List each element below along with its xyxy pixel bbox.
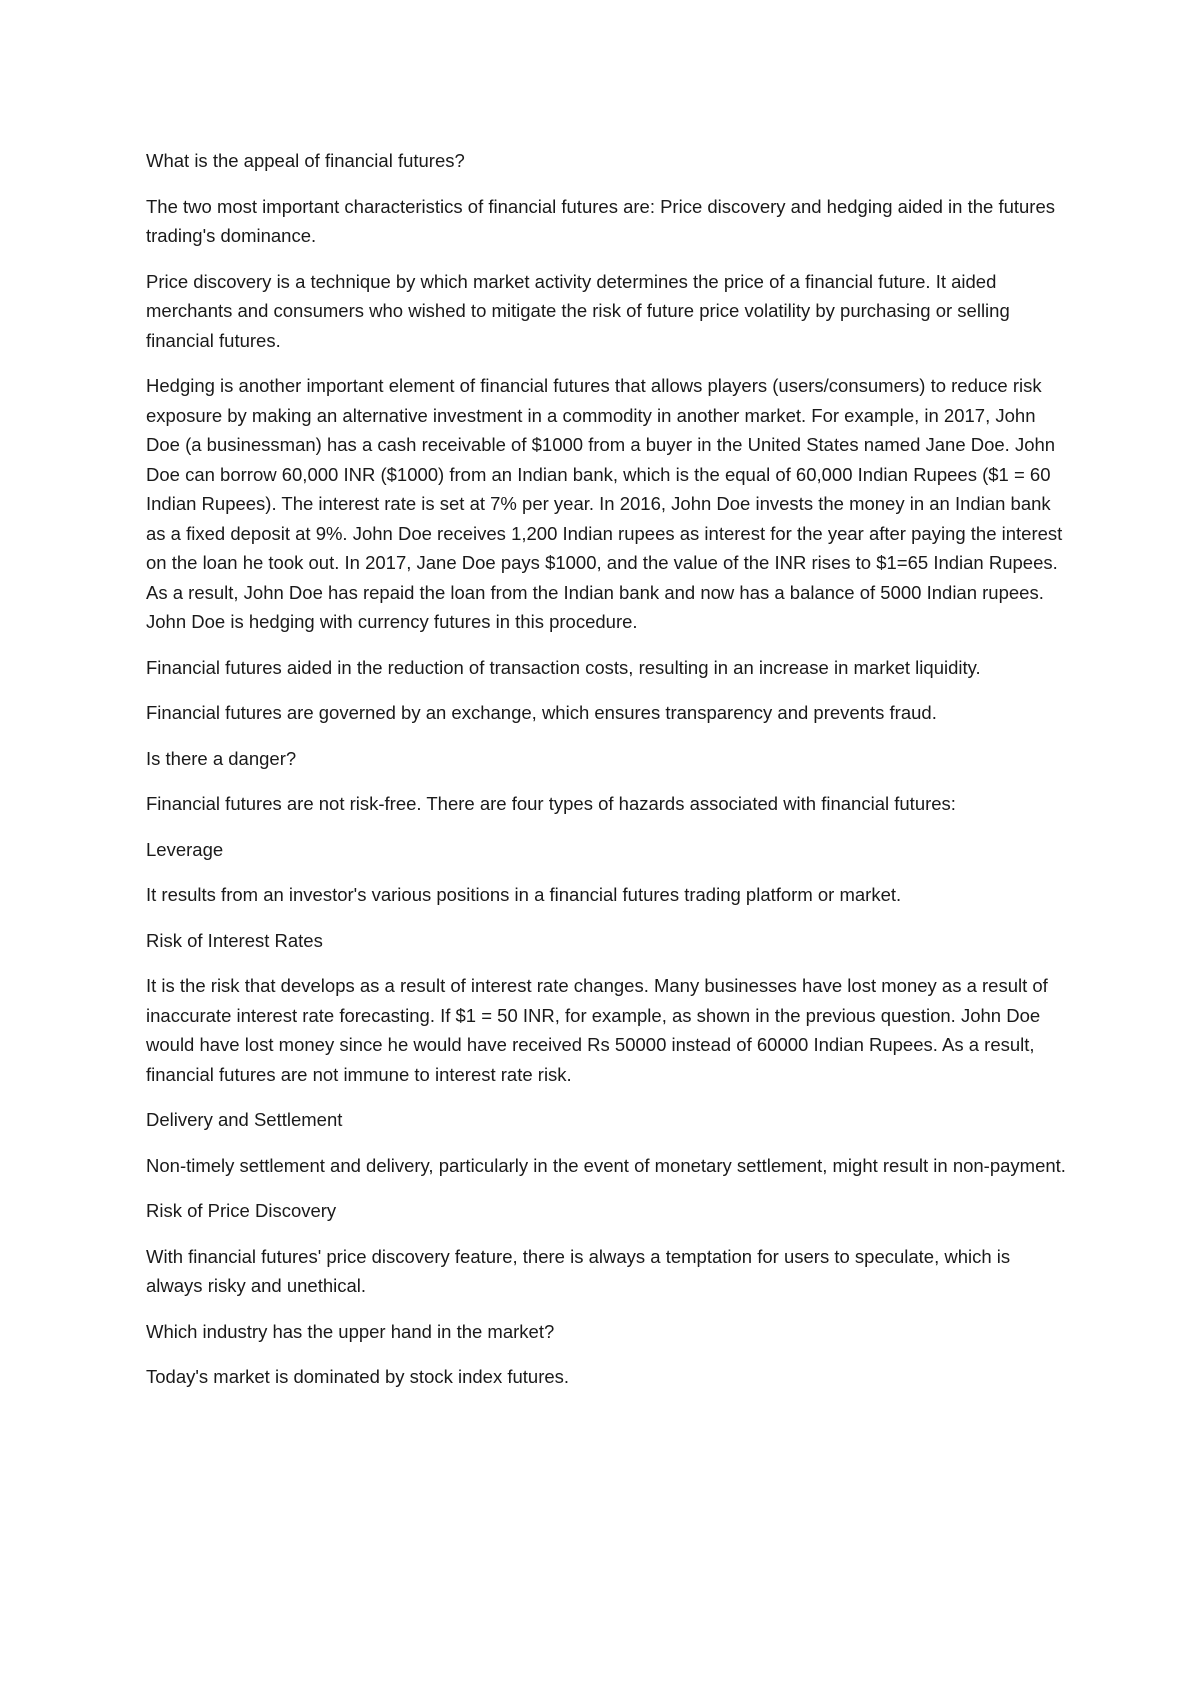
paragraph-price-discovery: Price discovery is a technique by which market activity determines the price of a financial future. It aided merchants and consumers who wished to mitigate the risk of future price volatility by purchasing or selling financial futures. xyxy=(146,270,1010,351)
paragraph-exchange-governance: Financial futures are governed by an exchange, which ensures transparency and prevents fraud. xyxy=(146,702,937,723)
subheading-price-discovery-risk: Risk of Price Discovery xyxy=(146,1200,337,1221)
question-heading-industry: Which industry has the upper hand in the market? xyxy=(146,1320,555,1342)
question-heading-danger: Is there a danger? xyxy=(146,747,297,769)
paragraph-price-discovery-risk: With financial futures' price discovery feature, there is always a temptation for users to speculate, which is always risky and unethical. xyxy=(146,1245,1011,1296)
paragraph-interest-rate-risk: It is the risk that develops as a result of interest rate changes. Many businesses have lost money as a result of inaccurate interest rate forecasting. If $1 = 50 INR, for example, as shown in the previous question. John Doe would have lost money since he would have received Rs 50000 instead of 60000 Indian Rupees. As a result, financial futures are not immune to interest rate risk. xyxy=(146,975,1048,1085)
paragraph-delivery-settlement: Non-timely settlement and delivery, particularly in the event of monetary settlement, might result in non-payment. xyxy=(146,1154,1066,1176)
question-heading-appeal: What is the appeal of financial futures? xyxy=(146,150,465,171)
paragraph-stock-index-futures: Today's market is dominated by stock index futures. xyxy=(146,1366,570,1387)
paragraph-characteristics: The two most important characteristics of financial futures are: Price discovery and hedging aided in the futures trading's dominance. xyxy=(146,195,1056,246)
subheading-interest-rate-risk: Risk of Interest Rates xyxy=(146,929,323,951)
subheading-delivery-settlement: Delivery and Settlement xyxy=(146,1109,343,1130)
paragraph-transaction-costs: Financial futures aided in the reduction of transaction costs, resulting in an increase in market liquidity. xyxy=(146,656,981,678)
document-body xyxy=(146,146,1066,1392)
paragraph-leverage: It results from an investor's various positions in a financial futures trading platform or market. xyxy=(146,884,902,905)
paragraph-hazards-intro: Financial futures are not risk-free. There are four types of hazards associated with financial futures: xyxy=(146,793,956,814)
subheading-leverage: Leverage xyxy=(146,838,224,860)
paragraph-hedging: Hedging is another important element of financial futures that allows players (users/consumers) to reduce risk exposure by making an alternative investment in a commodity in another market. For example, in 2017, John Doe (a businessman) has a cash receivable of $1000 from a buyer in the United States named Jane Doe. John Doe can borrow 60,000 INR ($1000) from an Indian bank, which is the equal of 60,000 Indian Rupees ($1 = 60 Indian Rupees). The interest rate is set at 7% per year. In 2016, John Doe invests the money in an Indian bank as a fixed deposit at 9%. John Doe receives 1,200 Indian rupees as interest for the year after paying the interest on the loan he took out. In 2017, Jane Doe pays $1000, and the value of the INR rises to $1=65 Indian Rupees. As a result, John Doe has repaid the loan from the Indian bank and now has a balance of 5000 Indian rupees. John Doe is hedging with currency futures in this procedure. xyxy=(146,375,1063,632)
